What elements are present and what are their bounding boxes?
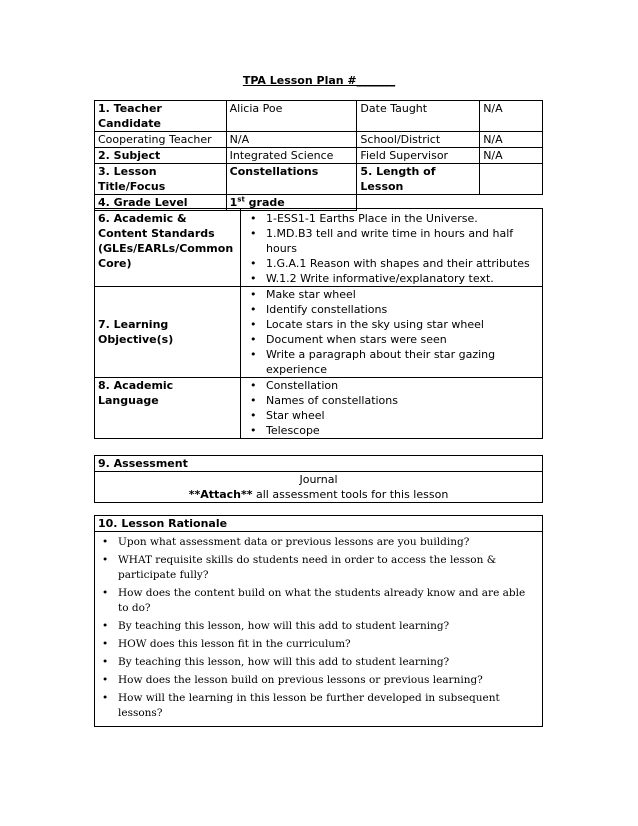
list-item: • Document when stars were seen (244, 332, 539, 347)
objectives-list (244, 287, 539, 377)
lesson-info-table (94, 100, 543, 211)
teacher-value: Alicia Poe (226, 101, 357, 132)
assessment-value-cell (95, 472, 543, 503)
table-row (95, 148, 543, 164)
standards-list-cell (241, 209, 543, 287)
table-row (95, 472, 543, 503)
document-title: TPA Lesson Plan #_______ (242, 74, 396, 87)
assessment-value: Journal (299, 473, 338, 486)
table-row (95, 209, 543, 287)
rationale-label: 10. Lesson Rationale (95, 516, 543, 532)
table-row (95, 532, 543, 727)
assessment-label: 9. Assessment (95, 456, 543, 472)
lesson-title-label: 3. Lesson Title/Focus (95, 164, 227, 195)
date-label: Date Taught (357, 101, 480, 132)
length-label: 5. Length of Lesson (357, 164, 480, 195)
list-item: • Telescope (244, 423, 539, 438)
length-value (480, 164, 543, 195)
list-item: • By teaching this lesson, how will this add to student learning? (98, 619, 539, 634)
list-item: • How does the content build on what the students already know and are able to do? (98, 586, 539, 616)
standards-list (244, 211, 539, 286)
table-row (95, 287, 543, 378)
subject-value: Integrated Science (226, 148, 357, 164)
supervisor-value: N/A (480, 148, 543, 164)
list-item: • 1-ESS1-1 Earths Place in the Universe. (244, 211, 539, 226)
rationale-list-cell (95, 532, 543, 727)
objectives-list-cell (241, 287, 543, 378)
list-item: • 1.MD.B3 tell and write time in hours and half hours (244, 226, 539, 256)
school-label: School/District (357, 132, 480, 148)
list-item: • Write a paragraph about their star gazing experience (244, 347, 539, 377)
lesson-title-value: Constellations (226, 164, 357, 195)
list-item: • HOW does this lesson fit in the curriculum? (98, 637, 539, 652)
rationale-list (98, 535, 539, 721)
grade-label: 4. Grade Level (95, 195, 227, 211)
table-row (95, 132, 543, 148)
coop-teacher-value: N/A (226, 132, 357, 148)
supervisor-label: Field Supervisor (357, 148, 480, 164)
teacher-label: 1. Teacher Candidate (95, 101, 227, 132)
table-row (95, 378, 543, 439)
academic-language-list (244, 378, 539, 438)
list-item: • Identify constellations (244, 302, 539, 317)
standards-label: 6. Academic & Content Standards (GLEs/EARLs/Common Core) (95, 209, 241, 287)
academic-language-list-cell (241, 378, 543, 439)
list-item: • WHAT requisite skills do students need in order to access the lesson & participate fully? (98, 553, 539, 583)
list-item: • How will the learning in this lesson be further developed in subsequent lessons? (98, 691, 539, 721)
standards-objectives-table (94, 208, 543, 439)
list-item: • Locate stars in the sky using star wheel (244, 317, 539, 332)
school-value: N/A (480, 132, 543, 148)
assessment-table (94, 455, 543, 503)
subject-label: 2. Subject (95, 148, 227, 164)
table-row (95, 516, 543, 532)
rationale-table (94, 515, 543, 727)
objectives-label: 7. Learning Objective(s) (95, 287, 241, 378)
table-row (95, 101, 543, 132)
table-row (95, 164, 543, 195)
list-item: • Names of constellations (244, 393, 539, 408)
list-item: • Make star wheel (244, 287, 539, 302)
list-item: • W.1.2 Write informative/explanatory text. (244, 271, 539, 286)
list-item: • By teaching this lesson, how will this add to student learning? (98, 655, 539, 670)
list-item: • Constellation (244, 378, 539, 393)
list-item: • Star wheel (244, 408, 539, 423)
grade-value: 1st grade (226, 195, 357, 211)
table-row (95, 456, 543, 472)
date-value: N/A (480, 101, 543, 132)
coop-teacher-label: Cooperating Teacher (95, 132, 227, 148)
academic-language-label: 8. Academic Language (95, 378, 241, 439)
attach-note: **Attach** all assessment tools for this lesson (188, 488, 449, 501)
list-item: • 1.G.A.1 Reason with shapes and their attributes (244, 256, 539, 271)
list-item: • Upon what assessment data or previous lessons are you building? (98, 535, 539, 550)
list-item: • How does the lesson build on previous lessons or previous learning? (98, 673, 539, 688)
